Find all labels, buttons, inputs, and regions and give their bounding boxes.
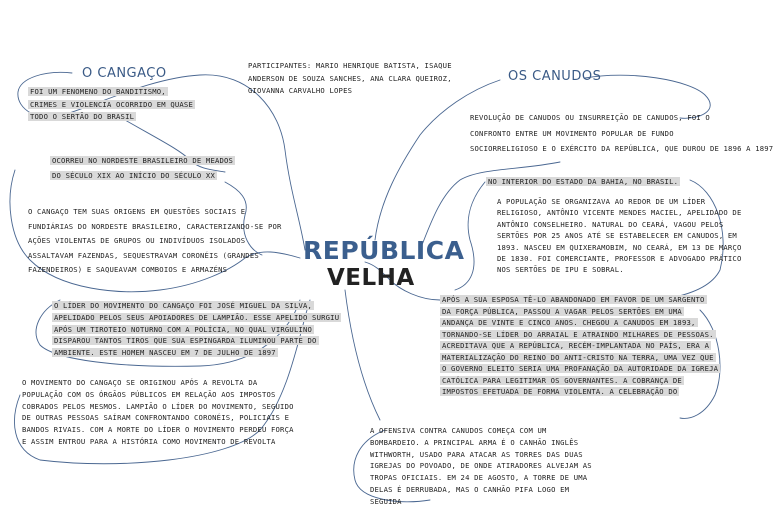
cangaco-location-line: DO SÉCULO XIX AO INÍCIO DO SÉCULO XX xyxy=(52,171,215,180)
cangaco-origins-line: FUNDIÁRIAS DO NORDESTE BRASILEIRO, CARACTERIZANDO-SE POR xyxy=(28,221,282,231)
cangaco-movement-line: COBRADOS PELOS MESMOS. LAMPIÃO O LÍDER DO MOVIMENTO, SEGUIDO xyxy=(22,401,294,411)
canudos-heading: OS CANUDOS xyxy=(508,69,602,84)
cangaco-movement xyxy=(22,377,294,448)
canudos-location xyxy=(486,176,680,189)
canudos-offensive-line: A OFENSIVA CONTRA CANUDOS COMEÇA COM UM xyxy=(370,426,547,435)
main-title-line2: VELHA xyxy=(327,265,415,291)
canudos-leader-line: A POPULAÇÃO SE ORGANIZAVA AO REDOR DE UM LÍDER xyxy=(497,197,706,206)
cangaco-heading: O CANGAÇO xyxy=(82,66,167,81)
cangaco-origins-line: AÇÕES VIOLENTAS DE GRUPOS OU INDIVÍDUOS ISOLADOS xyxy=(28,236,246,245)
connector-canudos-heading xyxy=(375,80,500,240)
canudos-offensive xyxy=(370,425,592,508)
canudos-offensive-line: WITHWORTH, USADO PARA ATACAR AS TORRES DAS DUAS xyxy=(370,449,583,459)
canudos-location-line: NO INTERIOR DO ESTADO DA BAHIA, NO BRASIL. xyxy=(488,177,679,186)
cangaco-movement-line: BANDOS RIVAIS. COM A MORTE DO LÍDER O MOVIMENTO PERDEU FORÇA xyxy=(22,425,294,435)
cangaco-leader-line: AMBIENTE. ESTE HOMEM NASCEU EM 7 DE JULHO DE 1897 xyxy=(54,348,276,358)
canudos-history-line: IMPOSTOS EFETUADA DE FORMA VIOLENTA. A CELEBRAÇÃO DO xyxy=(442,387,678,396)
canudos-history-line: CATÓLICA PARA LEGITIMAR OS GOVERNANTES. A COBRANÇA DE xyxy=(442,375,682,385)
canudos-history-line: MATERIALIZAÇÃO DO REINO DO ANTI-CRISTO NA TERRA, UMA VEZ QUE xyxy=(442,352,714,362)
cangaco-movement-line: DE OUTRAS PESSOAS SAÍRAM CONFRONTANDO CORONÉIS, POLICIAIS E xyxy=(22,413,290,423)
cangaco-leader xyxy=(52,300,341,359)
participants-line: GIOVANNA CARVALHO LOPES xyxy=(248,86,353,96)
canudos-leader-line: DE 1830. FOI COMERCIANTE, PROFESSOR E ADVOGADO PRÁTICO xyxy=(497,254,742,264)
cangaco-leader-line: DISPAROU TANTOS TIROS QUE SUA ESPINGARDA ILUMINOU PARTE DO xyxy=(54,336,317,346)
cangaco-intro-line: FOI UM FENOMENO DO BANDITISMO, xyxy=(30,87,166,96)
participants-block xyxy=(248,60,452,98)
canudos-offensive-line: IGREJAS DO POVOADO, DE ONDE ATIRADORES ALVEJAM AS xyxy=(370,461,592,471)
canudos-offensive-line: DELAS É DERRUBADA, MAS O CANHÃO PIFA LOGO EM xyxy=(370,484,570,494)
canudos-intro-line: SOCIORRELIGIOSO E O EXÉRCITO DA REPÚBLICA, QUE DUROU DE 1896 A 1897 xyxy=(470,144,773,153)
cangaco-movement-line: O MOVIMENTO DO CANGAÇO SE ORIGINOU APÓS A REVOLTA DA xyxy=(22,378,258,387)
canudos-history-line: DA FORÇA PÚBLICA, PASSOU A VAGAR PELOS SERTÕES EM UMA xyxy=(442,306,682,316)
cangaco-origins-line: FAZENDEIROS) E SAQUEAVAM COMBOIOS E ARMAZÉNS xyxy=(28,265,228,274)
canudos-intro-line: REVOLUÇÃO DE CANUDOS OU INSURREIÇÃO DE CANUDOS, FOI O xyxy=(470,113,710,122)
canudos-history-line: ACREDITAVA QUE A REPÚBLICA, RECÉM-IMPLANTADA NO PAÍS, ERA A xyxy=(442,341,710,350)
canudos-history-line: TORNANDO-SE LÍDER DO ARRAIAL E ATRAINDO MILHARES DE PESSOAS. xyxy=(442,329,714,339)
canudos-leader-line: ANTÔNIO CONSELHEIRO. NATURAL DO CEARÁ, VAGOU PELOS xyxy=(497,219,724,229)
canudos-offensive-line: SEGUIDA xyxy=(370,496,402,506)
canudos-intro-line: CONFRONTO ENTRE UM MOVIMENTO POPULAR DE FUNDO xyxy=(470,128,674,138)
canudos-leader xyxy=(497,196,741,276)
cangaco-intro-line: CRIMES E VIOLENCIA OCORRIDO EM QUASE xyxy=(30,99,193,109)
canudos-history-line: APÓS A SUA ESPOSA TÊ-LO ABANDONADO EM FAVOR DE UM SARGENTO xyxy=(442,295,705,304)
participants-line: PARTICIPANTES: MARIO HENRIQUE BATISTA, ISAQUE xyxy=(248,61,452,70)
cangaco-location-line: OCORREU NO NORDESTE BRASILEIRO DE MEADOS xyxy=(52,156,234,165)
canudos-leader-line: SERTÕES POR 25 ANOS ATÉ SE ESTABELECER EM CANUDOS, EM xyxy=(497,231,737,241)
canudos-leader-line: NOS SERTÕES DE IPU E SOBRAL. xyxy=(497,265,624,275)
canudos-history-line: O GOVERNO ELEITO SERIA UMA PROFANAÇÃO DA AUTORIDADE DA IGREJA xyxy=(442,364,719,373)
cangaco-leader-line: APÓS UM TIROTEIO NOTURNO COM A POLÍCIA, NO QUAL VIRGULINO xyxy=(54,324,313,334)
canudos-intro xyxy=(470,110,773,157)
canudos-leader-line: RELIGIOSO, ANTÔNIO VICENTE MENDES MACIEL, APELIDADO DE xyxy=(497,208,742,218)
cangaco-movement-line: E ASSIM ENTROU PARA A HISTÓRIA COMO MOVIMENTO DE REVOLTA xyxy=(22,436,276,446)
cangaco-movement-line: POPULAÇÃO COM OS ÓRGÃOS PÚBLICOS EM RELAÇÃO AOS IMPOSTOS xyxy=(22,389,276,399)
cangaco-location xyxy=(50,153,235,183)
cangaco-leader-line: O LÍDER DO MOVIMENTO DO CANGAÇO FOI JOSÉ MIGUEL DA SILVA, xyxy=(54,301,313,310)
cangaco-intro-line: TODO O SERTÃO DO BRASIL xyxy=(30,112,135,122)
participants-line: ANDERSON DE SOUZA SANCHES, ANA CLARA QUEIROZ, xyxy=(248,73,452,83)
canudos-leader-line: 1893. NASCEU EM QUIXERAMOBIM, NO CEARÁ, EM 13 DE MARÇO xyxy=(497,242,742,252)
cangaco-intro xyxy=(28,86,195,124)
main-title-line1: REPÚBLICA xyxy=(303,236,465,265)
canudos-history xyxy=(440,294,720,398)
cangaco-origins xyxy=(28,205,282,278)
canudos-history-line: ANDANÇA DE VINTE E CINCO ANOS. CHEGOU A CANUDOS EM 1893, xyxy=(442,318,696,327)
connector-center-bottom xyxy=(345,290,380,420)
cangaco-leader-line: APELIDADO PELOS SEUS APOIADORES DE LAMPIÃO. ESSE APELIDO SURGIU xyxy=(54,312,340,322)
cangaco-origins-line: O CANGAÇO TEM SUAS ORIGENS EM QUESTÕES SOCIAIS E xyxy=(28,207,246,216)
cangaco-origins-line: ASSALTAVAM FAZENDAS, SEQUESTRAVAM CORONÉIS (GRANDES xyxy=(28,250,259,260)
canudos-offensive-line: TROPAS OFICIAIS. EM 24 DE AGOSTO, A TORRE DE UMA xyxy=(370,473,588,483)
canudos-offensive-line: BOMBARDEIO. A PRINCIPAL ARMA É O CANHÃO INGLÊS xyxy=(370,437,579,447)
